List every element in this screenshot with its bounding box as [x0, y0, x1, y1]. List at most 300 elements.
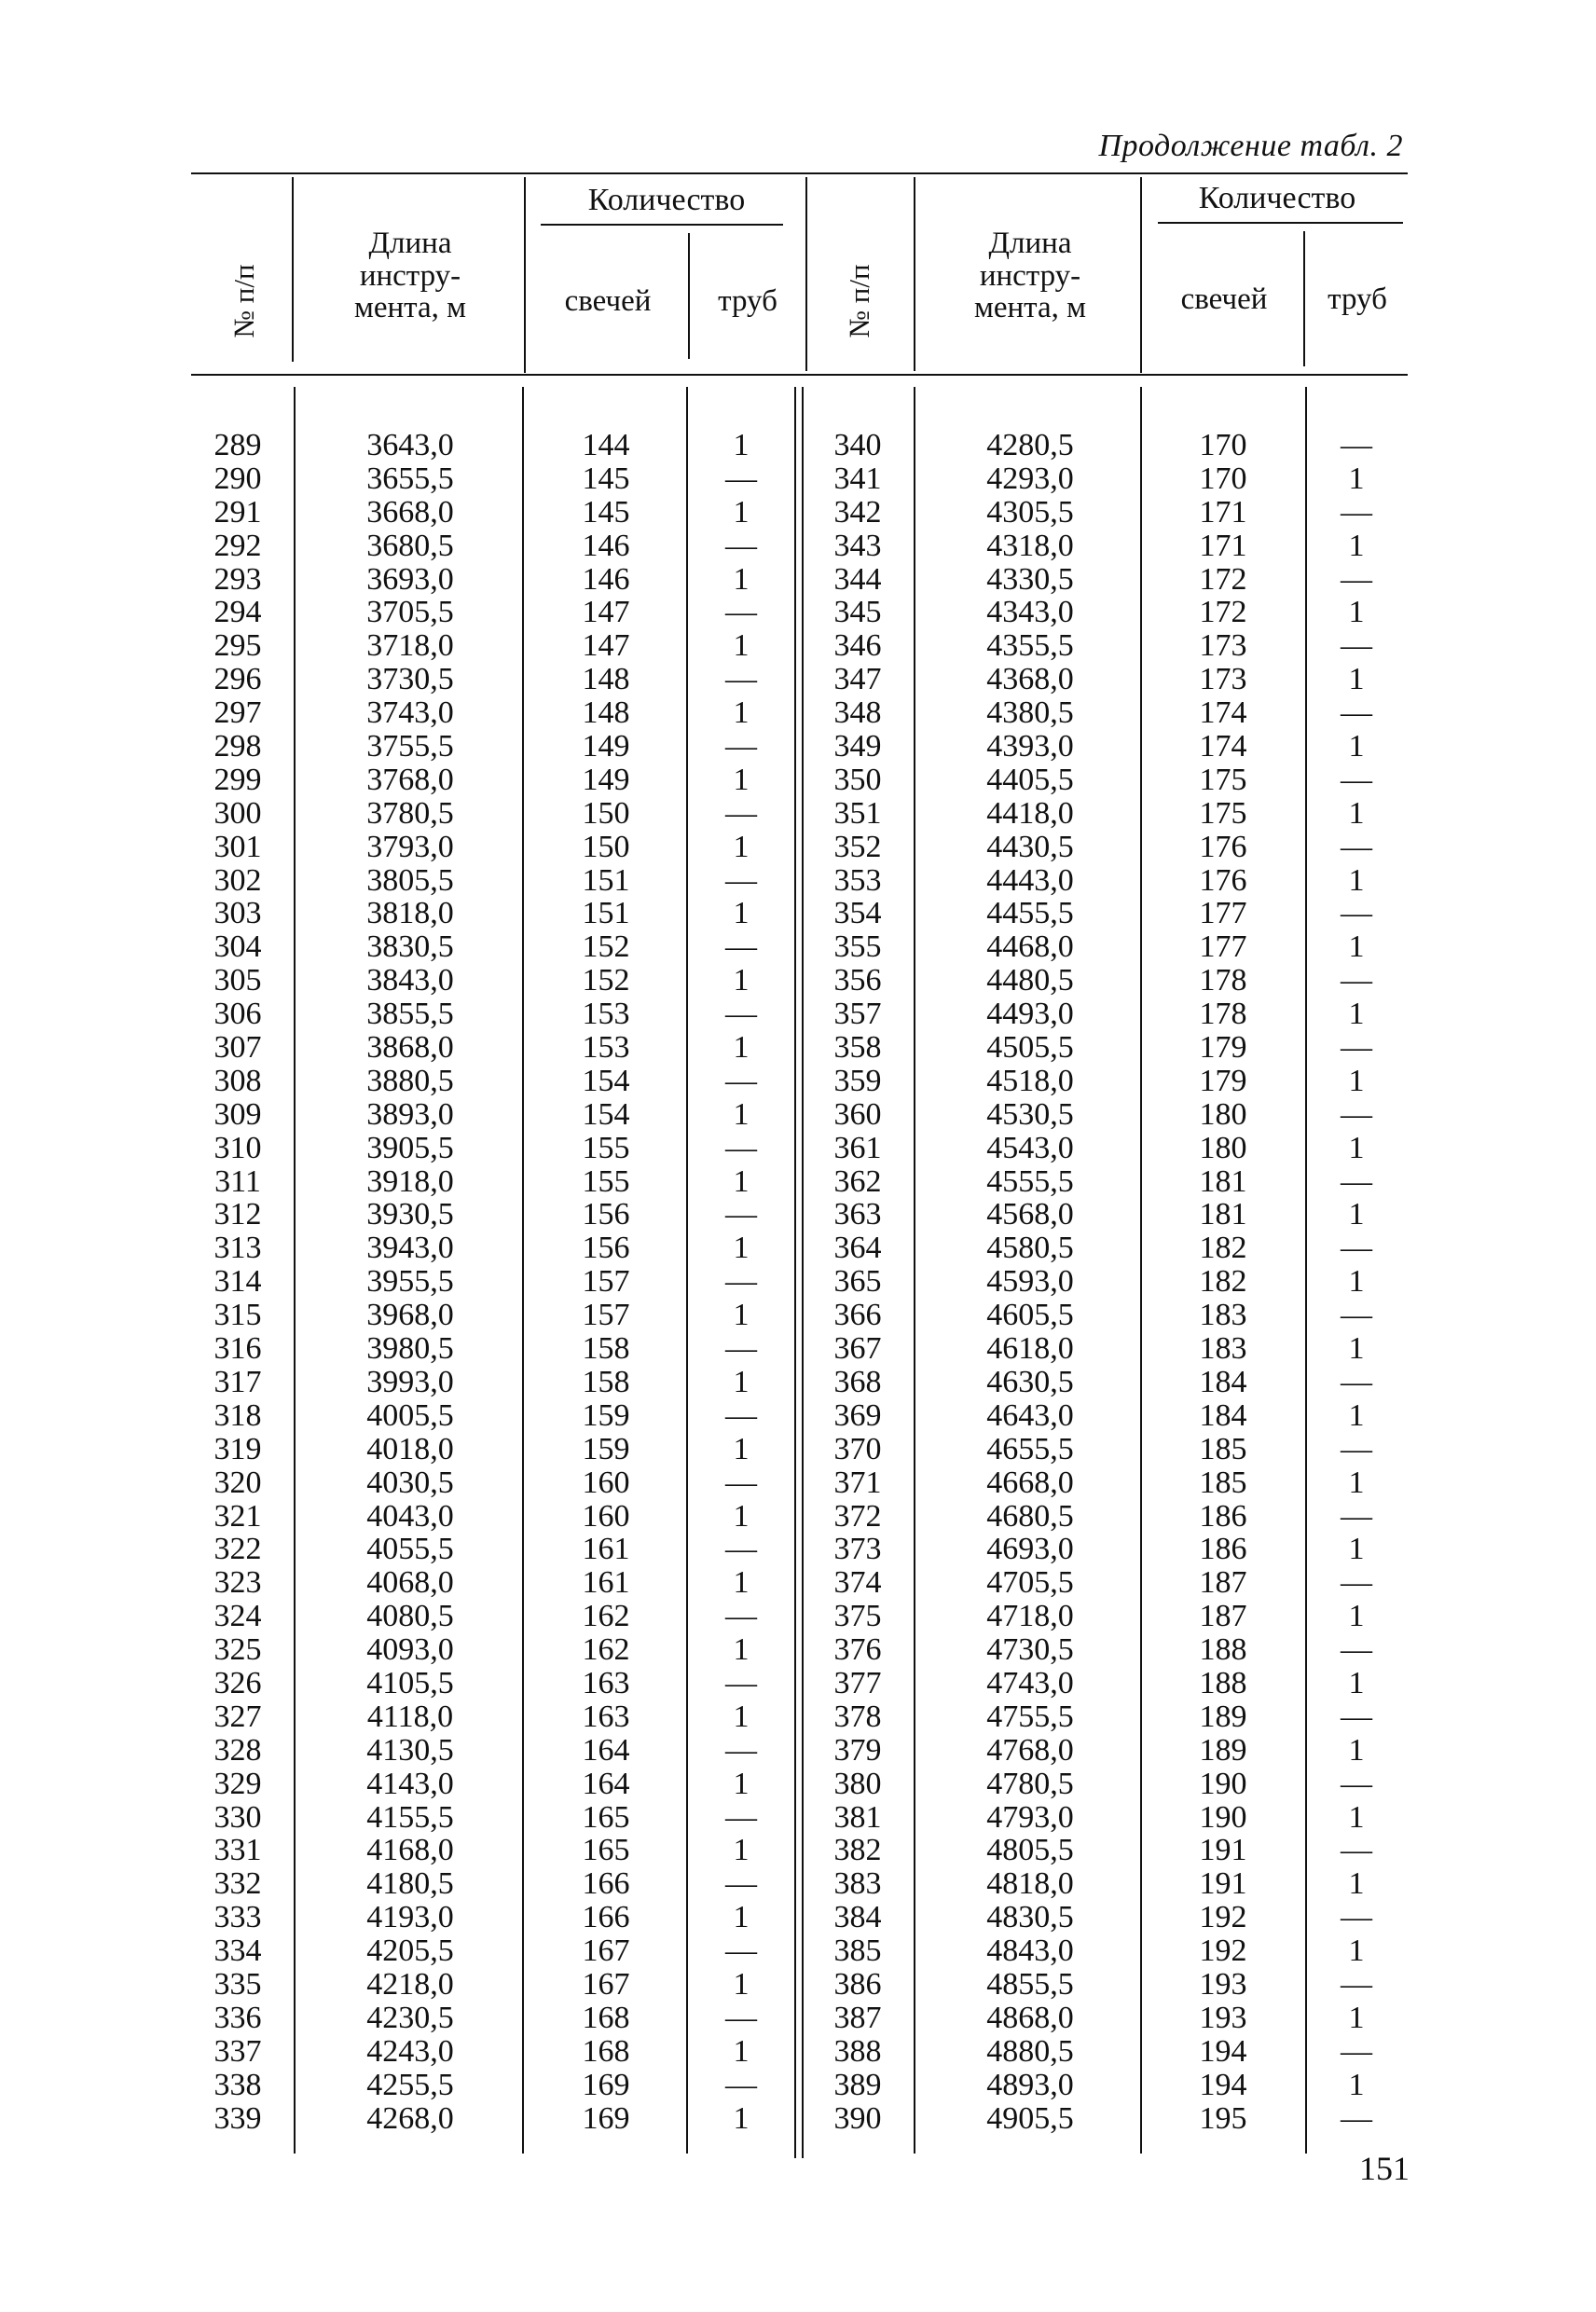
table-cell: 1	[1348, 729, 1365, 764]
table-cell: 3780,5	[366, 795, 454, 831]
table-cell: 4830,5	[986, 1900, 1074, 1935]
table-cell: 355	[833, 929, 882, 965]
table-cell: 164	[582, 1766, 630, 1801]
table-cell: —	[725, 1665, 757, 1700]
table-cell: 309	[213, 1096, 262, 1132]
table-cell: 165	[582, 1799, 630, 1835]
table-cell: 174	[1199, 695, 1247, 731]
table-cell: 195	[1199, 2100, 1247, 2136]
table-cell: 348	[833, 695, 882, 731]
table-cell: 154	[582, 1096, 630, 1132]
table-cell: 4730,5	[986, 1632, 1074, 1668]
table-cell: —	[725, 1799, 757, 1835]
table-cell: 4018,0	[366, 1431, 454, 1466]
table-cell: 3818,0	[366, 896, 454, 931]
table-cell: 387	[833, 2000, 882, 2035]
table-cell: 379	[833, 1732, 882, 1768]
table-cell: 324	[213, 1599, 262, 1634]
table-cell: 3993,0	[366, 1364, 454, 1399]
table-cell: 172	[1199, 561, 1247, 597]
table-cell: 336	[213, 2000, 262, 2035]
table-cell: —	[1341, 1364, 1372, 1399]
table-cell: 383	[833, 1866, 882, 1902]
table-cell: 4218,0	[366, 1966, 454, 2002]
table-cell: 316	[213, 1331, 262, 1367]
table-cell: 186	[1199, 1532, 1247, 1567]
table-cell: —	[1341, 628, 1372, 664]
table-cell: 304	[213, 929, 262, 965]
table-cell: 4005,5	[366, 1397, 454, 1433]
table-cell: 371	[833, 1465, 882, 1500]
table-cell: 4805,5	[986, 1833, 1074, 1868]
table-cell: 4718,0	[986, 1599, 1074, 1634]
table-cell: 1	[1348, 2000, 1365, 2035]
header-length	[308, 227, 513, 324]
table-cell: 372	[833, 1498, 882, 1534]
table-cell: 152	[582, 963, 630, 998]
table-cell: 319	[213, 1431, 262, 1466]
table-cell: 177	[1199, 929, 1247, 965]
table-cell: —	[1341, 428, 1372, 462]
table-cell: 146	[582, 561, 630, 597]
table-cell: 182	[1199, 1264, 1247, 1300]
table-cell: 298	[213, 729, 262, 764]
table-cell: 4130,5	[366, 1732, 454, 1768]
table-cell: 145	[582, 494, 630, 530]
table-cell: 157	[582, 1298, 630, 1333]
table-cell: 347	[833, 662, 882, 697]
table-cell: —	[725, 1063, 757, 1098]
table-cell: 365	[833, 1264, 882, 1300]
table-cell: 294	[213, 595, 262, 630]
table-cell: —	[1341, 1498, 1372, 1534]
table-cell: 4568,0	[986, 1197, 1074, 1232]
table-cell: 156	[582, 1197, 630, 1232]
table-cell: —	[725, 2000, 757, 2035]
table-cell: 4480,5	[986, 963, 1074, 998]
table-cell: 342	[833, 494, 882, 530]
table-top-rule	[191, 172, 1408, 174]
table-cell: 3718,0	[366, 628, 454, 664]
table-cell: 3755,5	[366, 729, 454, 764]
table-cell: —	[725, 1264, 757, 1300]
quantity-rule-left	[541, 224, 783, 226]
table-cell: 163	[582, 1699, 630, 1734]
table-cell: 356	[833, 963, 882, 998]
left-number-column	[191, 429, 284, 2135]
table-cell: 169	[582, 2067, 630, 2102]
table-cell: 162	[582, 1599, 630, 1634]
table-cell: 326	[213, 1665, 262, 1700]
table-cell: —	[1341, 695, 1372, 731]
table-cell: 184	[1199, 1397, 1247, 1433]
table-cell: 1	[1348, 1866, 1365, 1902]
table-cell: 3693,0	[366, 561, 454, 597]
table-cell: 1	[733, 1231, 750, 1266]
table-cell: 170	[1199, 428, 1247, 462]
left-length-column	[308, 429, 513, 2135]
table-cell: 167	[582, 1934, 630, 1969]
table-cell: 3805,5	[366, 862, 454, 898]
header-pipes: труб	[718, 284, 777, 318]
table-cell: 1	[733, 1364, 750, 1399]
table-cell: 1	[733, 2033, 750, 2069]
table-cell: 4743,0	[986, 1665, 1074, 1700]
table-cell: 4243,0	[366, 2033, 454, 2069]
table-cell: 4580,5	[986, 1231, 1074, 1266]
table-cell: —	[725, 1331, 757, 1367]
table-cell: 328	[213, 1732, 262, 1768]
table-cell: 1	[733, 1498, 750, 1534]
table-cell: 4268,0	[366, 2100, 454, 2136]
table-cell: 4680,5	[986, 1498, 1074, 1534]
header-quantity: Количество	[587, 183, 746, 217]
table-cell: 359	[833, 1063, 882, 1098]
table-cell: 4780,5	[986, 1766, 1074, 1801]
table-cell: 4330,5	[986, 561, 1074, 597]
body-divider	[686, 387, 688, 2154]
table-cell: 1	[733, 963, 750, 998]
table-cell: 4380,5	[986, 695, 1074, 731]
table-cell: —	[725, 795, 757, 831]
table-cell: 4493,0	[986, 997, 1074, 1032]
table-cell: 3918,0	[366, 1163, 454, 1199]
table-cell: 157	[582, 1264, 630, 1300]
table-cell: —	[725, 1397, 757, 1433]
table-cell: 3830,5	[366, 929, 454, 965]
table-cell: 4605,5	[986, 1298, 1074, 1333]
header-length-line: Длина	[368, 227, 452, 260]
table-cell: 164	[582, 1732, 630, 1768]
table-cell: 3943,0	[366, 1231, 454, 1266]
table-cell: 180	[1199, 1130, 1247, 1165]
table-cell: 4180,5	[366, 1866, 454, 1902]
table-cell: 158	[582, 1331, 630, 1367]
table-cell: 184	[1199, 1364, 1247, 1399]
table-cell: 4118,0	[366, 1699, 454, 1734]
table-cell: 191	[1199, 1866, 1247, 1902]
table-cell: 181	[1199, 1163, 1247, 1199]
table-cell: 338	[213, 2067, 262, 2102]
table-cell: 4255,5	[366, 2067, 454, 2102]
table-cell: 188	[1199, 1665, 1247, 1700]
table-cell: 303	[213, 896, 262, 931]
body-divider-double	[802, 387, 804, 2158]
table-cell: 384	[833, 1900, 882, 1935]
table-cell: 375	[833, 1599, 882, 1634]
table-cell: 166	[582, 1866, 630, 1902]
table-cell: —	[1341, 1900, 1372, 1935]
table-cell: 351	[833, 795, 882, 831]
table-cell: 186	[1199, 1498, 1247, 1534]
table-cell: 343	[833, 528, 882, 563]
table-cell: 4555,5	[986, 1163, 1074, 1199]
table-cell: 154	[582, 1063, 630, 1098]
table-cell: 353	[833, 862, 882, 898]
table-cell: 4343,0	[986, 595, 1074, 630]
table-cell: 191	[1199, 1833, 1247, 1868]
header-divider	[688, 233, 690, 359]
table-cell: 193	[1199, 2000, 1247, 2035]
table-cell: 4793,0	[986, 1799, 1074, 1835]
table-cell: —	[725, 997, 757, 1032]
table-cell: 160	[582, 1465, 630, 1500]
header-bottom-rule	[191, 374, 1408, 376]
table-cell: —	[1341, 1030, 1372, 1066]
table-cell: 168	[582, 2000, 630, 2035]
table-cell: 3880,5	[366, 1063, 454, 1098]
table-cell: 1	[1348, 795, 1365, 831]
table-cell: 1	[733, 1096, 750, 1132]
table-cell: 322	[213, 1532, 262, 1567]
table-cell: 185	[1199, 1431, 1247, 1466]
table-cell: 1	[733, 1833, 750, 1868]
table-cell: 1	[733, 2100, 750, 2136]
table-cell: 160	[582, 1498, 630, 1534]
table-cell: 1	[1348, 1264, 1365, 1300]
table-cell: 4455,5	[986, 896, 1074, 931]
table-cell: 339	[213, 2100, 262, 2136]
table-cell: —	[725, 1934, 757, 1969]
table-cell: 4818,0	[986, 1866, 1074, 1902]
table-cell: 3868,0	[366, 1030, 454, 1066]
table-cell: 176	[1199, 862, 1247, 898]
table-cell: 1	[1348, 1465, 1365, 1500]
table-cell: 4355,5	[986, 628, 1074, 664]
table-cell: 4768,0	[986, 1732, 1074, 1768]
table-cell: 1	[1348, 1331, 1365, 1367]
table-cell: 3668,0	[366, 494, 454, 530]
table-cell: 4593,0	[986, 1264, 1074, 1300]
table-cell: 295	[213, 628, 262, 664]
table-cell: 3930,5	[366, 1197, 454, 1232]
table-cell: 190	[1199, 1799, 1247, 1835]
table-cell: 156	[582, 1231, 630, 1266]
table-cell: 3968,0	[366, 1298, 454, 1333]
table-cell: 352	[833, 829, 882, 864]
table-cell: 1	[733, 628, 750, 664]
table-cell: —	[725, 1465, 757, 1500]
table-cell: 335	[213, 1966, 262, 2002]
table-cell: 366	[833, 1298, 882, 1333]
table-cell: 3843,0	[366, 963, 454, 998]
table-cell: —	[725, 862, 757, 898]
table-cell: 4755,5	[986, 1699, 1074, 1734]
table-cell: 189	[1199, 1732, 1247, 1768]
table-cell: —	[725, 929, 757, 965]
table-cell: 1	[1348, 1799, 1365, 1835]
table-cell: 3705,5	[366, 595, 454, 630]
table-cell: 1	[733, 1431, 750, 1466]
page-number: 151	[1359, 2150, 1410, 2187]
table-cell: 1	[1348, 997, 1365, 1032]
header-candles: свечей	[1180, 282, 1268, 316]
table-cell: 4543,0	[986, 1130, 1074, 1165]
table-cell: 350	[833, 762, 882, 797]
table-cell: 3743,0	[366, 695, 454, 731]
table-cell: 4905,5	[986, 2100, 1074, 2136]
table-cell: 153	[582, 997, 630, 1032]
table-cell: 168	[582, 2033, 630, 2069]
table-cell: 378	[833, 1699, 882, 1734]
table-cell: 4393,0	[986, 729, 1074, 764]
table-cell: —	[725, 1732, 757, 1768]
table-cell: 346	[833, 628, 882, 664]
table-cell: 181	[1199, 1197, 1247, 1232]
body-divider-double	[794, 387, 796, 2158]
table-cell: 341	[833, 461, 882, 496]
table-cell: 189	[1199, 1699, 1247, 1734]
table-cell: 293	[213, 561, 262, 597]
right-pipes-column	[1310, 429, 1403, 2135]
table-cell: 388	[833, 2033, 882, 2069]
table-cell: 292	[213, 528, 262, 563]
header-length-line: мента, м	[353, 291, 467, 325]
table-cell: 308	[213, 1063, 262, 1098]
table-cell: 1	[1348, 2067, 1365, 2102]
table-cell: 159	[582, 1397, 630, 1433]
table-cell: 367	[833, 1331, 882, 1367]
table-cell: 152	[582, 929, 630, 965]
body-divider	[914, 387, 915, 2154]
table-cell: —	[1341, 1966, 1372, 2002]
table-cell: 192	[1199, 1900, 1247, 1935]
body-divider	[1305, 387, 1307, 2154]
table-cell: 161	[582, 1565, 630, 1601]
table-cell: —	[1341, 2100, 1372, 2136]
table-cell: 4505,5	[986, 1030, 1074, 1066]
table-cell: 1	[1348, 595, 1365, 630]
table-cell: 380	[833, 1766, 882, 1801]
table-cell: 370	[833, 1431, 882, 1466]
table-cell: 4880,5	[986, 2033, 1074, 2069]
table-cell: 4293,0	[986, 461, 1074, 496]
table-cell: 167	[582, 1966, 630, 2002]
table-cell: 150	[582, 829, 630, 864]
table-cell: 386	[833, 1966, 882, 2002]
table-cell: —	[725, 729, 757, 764]
table-cell: 4643,0	[986, 1397, 1074, 1433]
table-cell: 1	[733, 428, 750, 462]
table-cell: —	[1341, 1163, 1372, 1199]
header-divider	[805, 177, 807, 371]
table-cell: 162	[582, 1632, 630, 1668]
table-cell: 1	[733, 561, 750, 597]
table-cell: 302	[213, 862, 262, 898]
table-cell: —	[1341, 1632, 1372, 1668]
header-divider	[914, 177, 915, 371]
table-cell: —	[1341, 1298, 1372, 1333]
table-cell: 4193,0	[366, 1900, 454, 1935]
table-cell: —	[725, 1599, 757, 1634]
table-cell: —	[725, 2067, 757, 2102]
table-cell: 368	[833, 1364, 882, 1399]
table-cell: 4093,0	[366, 1632, 454, 1668]
table-cell: 148	[582, 662, 630, 697]
table-cell: —	[1341, 1699, 1372, 1734]
table-cell: 1	[733, 1766, 750, 1801]
table-cell: 1	[1348, 461, 1365, 496]
table-cell: 318	[213, 1397, 262, 1433]
table-cell: 1	[733, 494, 750, 530]
table-cell: 4030,5	[366, 1465, 454, 1500]
body-divider	[522, 387, 524, 2154]
header-number: № п/п	[843, 264, 875, 338]
table-cell: 4530,5	[986, 1096, 1074, 1132]
table-cell: 3680,5	[366, 528, 454, 563]
table-cell: 377	[833, 1665, 882, 1700]
table-cell: 3855,5	[366, 997, 454, 1032]
table-cell: 320	[213, 1465, 262, 1500]
table-cell: 187	[1199, 1565, 1247, 1601]
table-cell: 290	[213, 461, 262, 496]
table-cell: 317	[213, 1364, 262, 1399]
header-length-line: мента, м	[973, 291, 1087, 325]
table-cell: 4055,5	[366, 1532, 454, 1567]
table-cell: 4443,0	[986, 862, 1074, 898]
table-cell: 307	[213, 1030, 262, 1066]
table-cell: 159	[582, 1431, 630, 1466]
header-divider	[1303, 231, 1305, 366]
table-cell: 185	[1199, 1465, 1247, 1500]
table-cell: 178	[1199, 997, 1247, 1032]
table-cell: 299	[213, 762, 262, 797]
table-cell: 289	[213, 428, 262, 462]
table-cell: 376	[833, 1632, 882, 1668]
table-cell: 374	[833, 1565, 882, 1601]
table-cell: 158	[582, 1364, 630, 1399]
table-cell: 4143,0	[366, 1766, 454, 1801]
table-cell: 146	[582, 528, 630, 563]
table-cell: 1	[1348, 1130, 1365, 1165]
table-caption: Продолжение табл. 2	[1098, 129, 1403, 163]
table-cell: 165	[582, 1833, 630, 1868]
table-cell: 382	[833, 1833, 882, 1868]
table-cell: 153	[582, 1030, 630, 1066]
table-cell: 4855,5	[986, 1966, 1074, 2002]
table-cell: 1	[733, 1030, 750, 1066]
table-cell: 1	[733, 1632, 750, 1668]
header-divider	[1140, 177, 1142, 373]
table-cell: 1	[1348, 1599, 1365, 1634]
table-cell: 344	[833, 561, 882, 597]
table-cell: 194	[1199, 2067, 1247, 2102]
table-cell: 4080,5	[366, 1599, 454, 1634]
table-cell: 3655,5	[366, 461, 454, 496]
table-cell: 331	[213, 1833, 262, 1868]
table-cell: 172	[1199, 595, 1247, 630]
table-cell: 188	[1199, 1632, 1247, 1668]
table-cell: 147	[582, 595, 630, 630]
table-cell: 173	[1199, 628, 1247, 664]
table-cell: 4868,0	[986, 2000, 1074, 2035]
table-cell: 381	[833, 1799, 882, 1835]
header-quantity: Количество	[1198, 181, 1356, 215]
table-cell: 4668,0	[986, 1465, 1074, 1500]
table-cell: 149	[582, 729, 630, 764]
table-cell: 4518,0	[986, 1063, 1074, 1098]
table-cell: 325	[213, 1632, 262, 1668]
table-cell: 3905,5	[366, 1130, 454, 1165]
table-cell: 4843,0	[986, 1934, 1074, 1969]
table-cell: 194	[1199, 2033, 1247, 2069]
table-cell: 173	[1199, 662, 1247, 697]
table-cell: 291	[213, 494, 262, 530]
table-cell: 337	[213, 2033, 262, 2069]
table-cell: 313	[213, 1231, 262, 1266]
table-cell: 1	[1348, 1532, 1365, 1567]
table-cell: 182	[1199, 1231, 1247, 1266]
